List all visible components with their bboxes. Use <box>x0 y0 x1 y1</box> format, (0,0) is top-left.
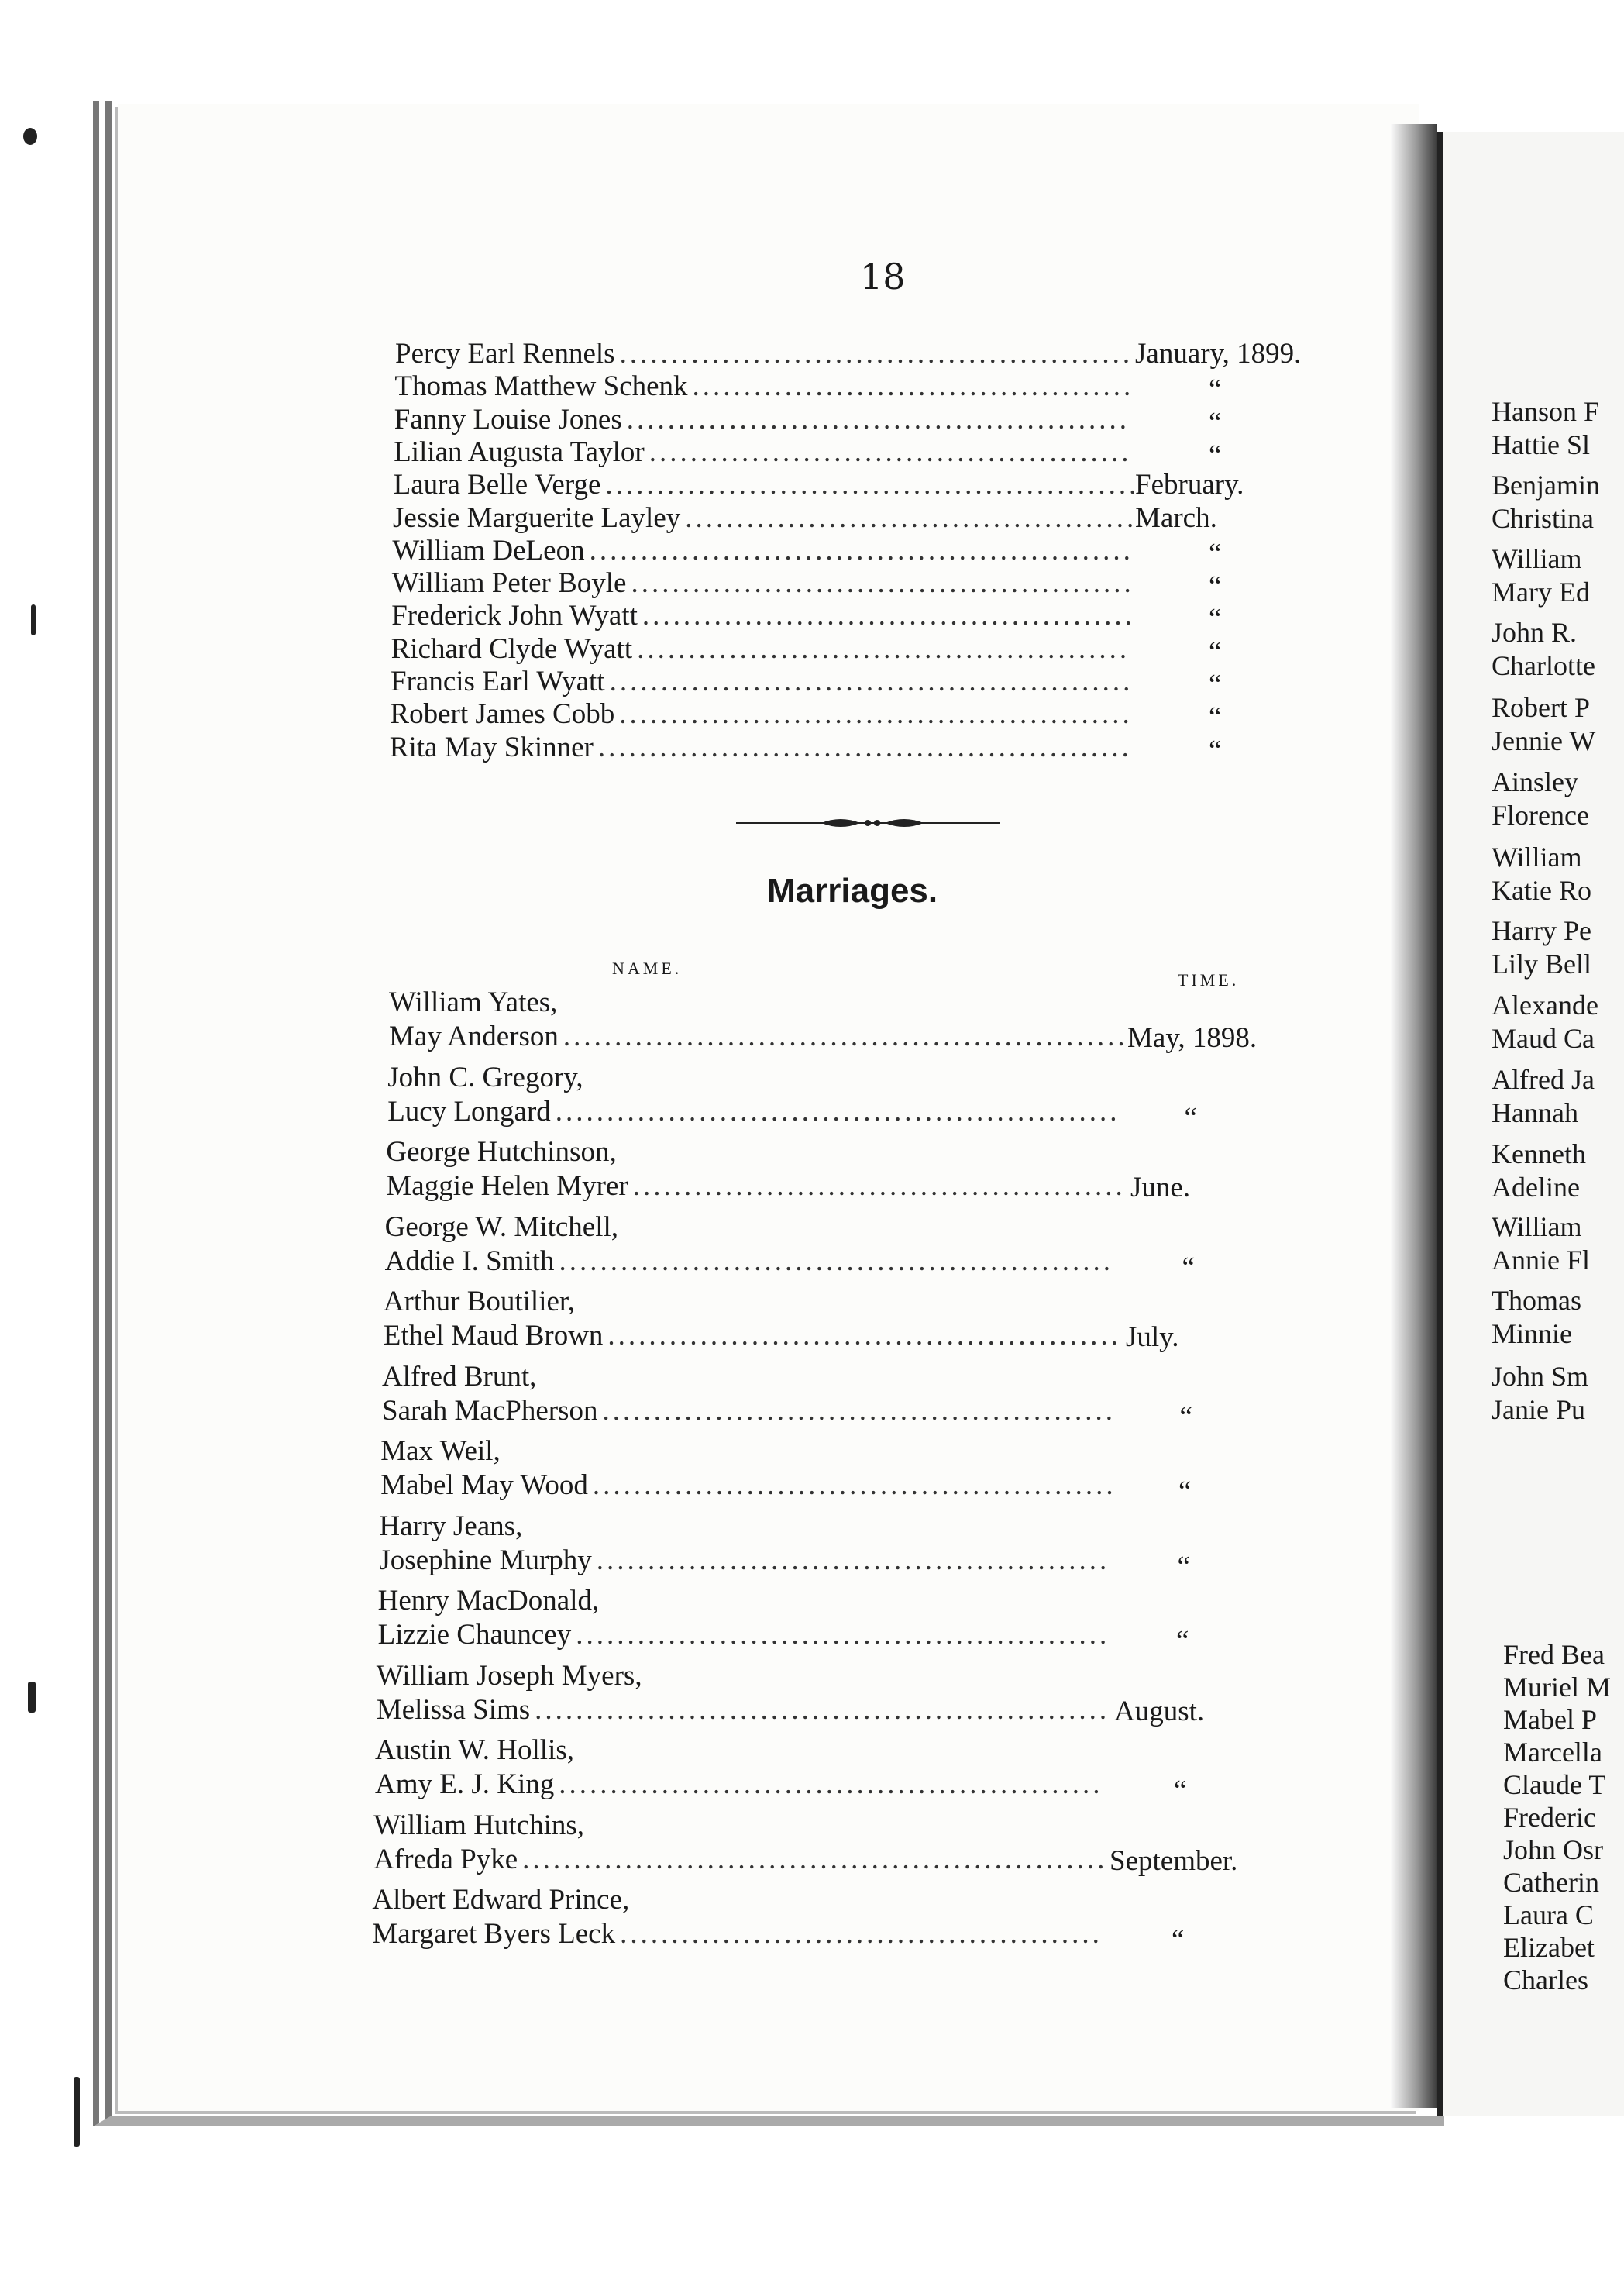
time-column-header: TIME. <box>1178 970 1240 990</box>
birth-name: Thomas Matthew Schenk <box>394 370 688 403</box>
right-page-fragment: Mabel P <box>1503 1704 1597 1735</box>
birth-entry <box>393 501 1137 535</box>
birth-entry <box>393 468 1140 501</box>
birth-name: Francis Earl Wyatt <box>391 666 605 697</box>
birth-entry <box>392 534 1134 567</box>
right-page-fragment: William <box>1492 543 1582 574</box>
dot-leader: ............................................... <box>620 1918 1103 1950</box>
marriage-bride-row <box>389 1020 1128 1053</box>
right-page-fragment: Harry Pe <box>1492 915 1591 946</box>
marriages-title: Marriages. <box>767 872 938 910</box>
marriage-bride-row <box>376 1693 1110 1727</box>
birth-entry <box>394 436 1132 469</box>
birth-date: “ <box>1209 734 1222 766</box>
birth-name: Percy Earl Rennels <box>395 338 615 370</box>
birth-name: Frederick John Wyatt <box>391 600 638 632</box>
right-page-fragment: Robert P <box>1492 692 1591 723</box>
dot-leader: ....................................................... <box>555 1095 1120 1128</box>
marriage-date: “ <box>1179 1400 1192 1433</box>
birth-name: Richard Clyde Wyatt <box>391 632 633 665</box>
birth-entry <box>394 370 1134 403</box>
marriage-bride: Amy E. J. King <box>375 1768 555 1800</box>
dot-leader: .................................................. <box>602 1394 1116 1427</box>
birth-entry <box>391 599 1135 632</box>
right-page-fragment: Hannah <box>1492 1097 1578 1128</box>
dot-leader: .................................................... <box>605 469 1140 501</box>
marriage-bride: Ethel Maud Brown <box>383 1320 604 1351</box>
marriage-bride-row <box>383 1319 1121 1352</box>
right-page-fragment: John R. <box>1492 617 1578 648</box>
marriage-bride: Josephine Murphy <box>379 1544 592 1576</box>
right-page-fragment: Catherin <box>1503 1867 1599 1898</box>
marriage-bride: Maggie Helen Myrer <box>386 1170 628 1202</box>
birth-name: William DeLeon <box>392 534 585 566</box>
birth-entry <box>394 403 1130 436</box>
right-page-fragment: John Osr <box>1503 1834 1604 1865</box>
birth-date: “ <box>1209 669 1222 701</box>
dot-leader: .................................................. <box>596 1544 1110 1576</box>
marriage-date: “ <box>1174 1775 1187 1806</box>
birth-date: “ <box>1209 374 1222 406</box>
marriage-groom: Henry MacDonald, <box>377 1585 600 1617</box>
birth-name: William Peter Boyle <box>391 567 627 600</box>
marriage-groom: Harry Jeans, <box>379 1510 523 1542</box>
right-page-fragment: Adeline <box>1492 1172 1580 1203</box>
right-page-fragment: Hanson F <box>1492 396 1600 427</box>
birth-entry <box>389 731 1132 764</box>
marriage-bride: Sarah MacPherson <box>382 1394 598 1427</box>
dot-leader: ......................................................... <box>522 1843 1108 1875</box>
birth-date: January, 1899. <box>1135 338 1302 370</box>
birth-name: Lilian Augusta Taylor <box>394 436 645 468</box>
birth-entry <box>395 337 1134 370</box>
right-page-fragment: Hattie Sl <box>1492 429 1590 460</box>
marriage-groom: Albert Edward Prince, <box>372 1884 630 1916</box>
page-number: 18 <box>860 256 906 298</box>
marriage-bride-row <box>372 1917 1103 1951</box>
right-page-fragment: Charlotte <box>1492 650 1595 681</box>
right-page-fragment: John Sm <box>1492 1361 1589 1392</box>
marriage-date: “ <box>1178 1475 1192 1507</box>
right-page-fragment: Alexande <box>1492 990 1598 1021</box>
right-page-fragment: Jennie W <box>1492 725 1596 756</box>
birth-entry <box>391 566 1134 600</box>
marriage-bride: Lucy Longard <box>387 1095 551 1128</box>
marriage-date: “ <box>1172 1924 1185 1956</box>
marriage-bride-row <box>387 1095 1120 1128</box>
marriage-bride: Lizzie Chauncey <box>377 1619 572 1651</box>
dot-leader: ................................................... <box>609 666 1134 697</box>
dot-leader: ........................................... <box>692 370 1134 403</box>
marriage-date: May, 1898. <box>1127 1022 1258 1054</box>
right-page-fragment: Elizabet <box>1503 1932 1595 1963</box>
birth-date: “ <box>1209 701 1222 734</box>
marriage-groom: Austin W. Hollis, <box>375 1734 574 1766</box>
dot-leader: ................................................. <box>631 567 1134 600</box>
dot-leader: ............................................... <box>649 436 1132 468</box>
right-page-fragment: Florence <box>1492 800 1589 831</box>
right-page-fragment: Kenneth <box>1492 1138 1586 1169</box>
birth-name: Robert James Cobb <box>390 698 615 731</box>
birth-date: “ <box>1209 537 1222 570</box>
birth-date: February. <box>1135 469 1244 501</box>
right-page-fragment: William <box>1492 842 1582 873</box>
marriage-date: “ <box>1182 1251 1195 1283</box>
right-page-fragment: Laura C <box>1503 1899 1594 1930</box>
marriage-bride-row <box>384 1245 1113 1278</box>
marriage-bride: May Anderson <box>389 1021 559 1052</box>
dot-leader: ............................................ <box>685 501 1137 534</box>
marriage-bride-row <box>373 1843 1108 1876</box>
marriage-bride: Melissa Sims <box>376 1693 531 1726</box>
marriage-date: “ <box>1184 1101 1197 1134</box>
birth-name: Laura Belle Verge <box>393 469 601 501</box>
right-page-fragment: William <box>1492 1211 1582 1242</box>
name-column-header: NAME. <box>612 959 683 978</box>
dot-leader: ................................................ <box>637 632 1130 665</box>
marriage-date: June. <box>1130 1172 1191 1203</box>
dot-leader: ................................................ <box>642 600 1135 632</box>
right-page-fragment: Alfred Ja <box>1492 1064 1595 1095</box>
marriage-date: “ <box>1176 1625 1189 1657</box>
marriage-bride: Margaret Byers Leck <box>372 1918 616 1950</box>
marriage-groom: Arthur Boutilier, <box>383 1286 575 1317</box>
marriage-groom: Max Weil, <box>380 1435 501 1467</box>
marriage-groom: Alfred Brunt, <box>382 1360 537 1393</box>
birth-date: March. <box>1135 501 1217 534</box>
birth-date: “ <box>1209 635 1222 668</box>
marriage-bride: Afreda Pyke <box>373 1843 518 1875</box>
dot-leader: ........................................................ <box>535 1693 1110 1726</box>
marriage-date: September. <box>1110 1844 1238 1877</box>
marriage-bride-row <box>377 1618 1110 1651</box>
marriage-groom: George Hutchinson, <box>386 1136 617 1168</box>
right-page-fragment: Frederic <box>1503 1802 1596 1833</box>
right-page-fragment: Mary Ed <box>1492 577 1590 608</box>
right-page-fragment: Ainsley <box>1492 766 1578 797</box>
right-page-fragment: Christina <box>1492 503 1594 534</box>
dot-leader: ...................................................... <box>559 1245 1113 1277</box>
marriage-groom: George W. Mitchell, <box>384 1210 619 1243</box>
marriage-bride-row <box>380 1468 1116 1502</box>
ornament-divider <box>736 814 1000 832</box>
scan-speck <box>28 1682 36 1713</box>
right-page-fragment: Marcella <box>1503 1737 1602 1768</box>
right-page-fragment: Claude T <box>1503 1769 1606 1800</box>
dot-leader: .................................................. <box>607 1320 1121 1351</box>
marriage-groom: William Joseph Myers, <box>376 1659 642 1692</box>
marriage-bride: Mabel May Wood <box>380 1469 588 1501</box>
dot-leader: ....................................................... <box>563 1021 1128 1052</box>
marriage-bride: Addie I. Smith <box>384 1245 555 1277</box>
right-page-fragment: Charles <box>1503 1964 1588 1995</box>
right-page-fragment: Lily Bell <box>1492 949 1591 980</box>
dot-leader: .................................................. <box>619 698 1133 731</box>
marriage-bride-row <box>382 1394 1116 1427</box>
right-page-fragment: Janie Pu <box>1492 1394 1585 1425</box>
dot-leader: ..................................................... <box>589 534 1134 566</box>
marriage-date: August. <box>1114 1695 1205 1727</box>
right-page-fragment: Fred Bea <box>1503 1639 1605 1670</box>
book-gutter <box>1391 124 1437 2108</box>
right-page-fragment: Thomas <box>1492 1285 1581 1316</box>
dot-leader: ................................................ <box>632 1170 1126 1202</box>
marriage-groom: William Yates, <box>389 986 558 1018</box>
marriage-groom: William Hutchins, <box>373 1809 585 1841</box>
birth-date: “ <box>1209 406 1222 439</box>
right-page-fragment: Benjamin <box>1492 470 1600 501</box>
marriage-groom: John C. Gregory, <box>387 1061 583 1093</box>
birth-date: “ <box>1209 603 1222 635</box>
marriage-bride-row <box>386 1169 1126 1203</box>
right-page-fragment: Minnie <box>1492 1318 1572 1349</box>
scan-speck <box>23 128 37 145</box>
marriage-date: July. <box>1126 1321 1179 1353</box>
right-page-fragment: Katie Ro <box>1492 875 1591 906</box>
right-page-fragment: Muriel M <box>1503 1672 1611 1703</box>
birth-date: “ <box>1209 439 1222 471</box>
dot-leader: .................................................... <box>597 731 1132 763</box>
scan-speck <box>74 2077 80 2147</box>
birth-name: Fanny Louise Jones <box>394 403 622 436</box>
marriage-bride-row <box>379 1544 1110 1577</box>
birth-entry <box>391 665 1134 698</box>
marriage-date: “ <box>1177 1550 1190 1582</box>
birth-entry <box>391 632 1130 666</box>
birth-entry <box>390 697 1133 731</box>
marriage-bride-row <box>375 1768 1103 1801</box>
dot-leader: .................................................. <box>619 338 1134 370</box>
right-page-fragment: Annie Fl <box>1492 1245 1591 1276</box>
scan-speck <box>31 604 36 635</box>
birth-date: “ <box>1209 570 1222 603</box>
dot-leader: ..................................................... <box>559 1768 1103 1800</box>
right-page-fragment: Maud Ca <box>1492 1023 1595 1054</box>
dot-leader: ................................................. <box>626 403 1130 436</box>
birth-name: Rita May Skinner <box>389 731 594 763</box>
dot-leader: ................................................... <box>592 1469 1116 1501</box>
dot-leader: .................................................... <box>576 1619 1110 1651</box>
birth-name: Jessie Marguerite Layley <box>393 501 681 534</box>
